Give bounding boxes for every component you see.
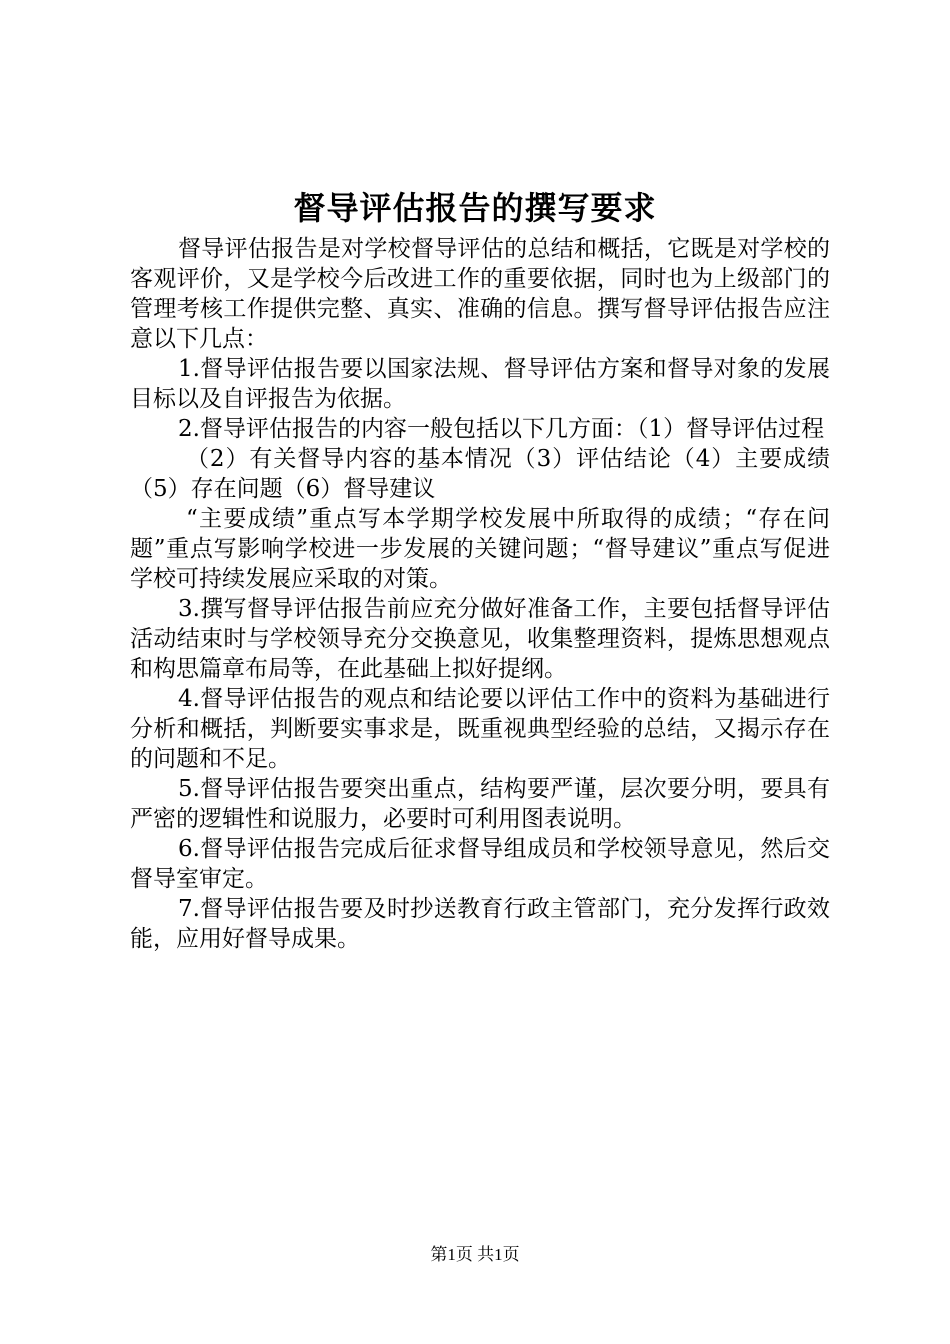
paragraph-item-4: 4.督导评估报告的观点和结论要以评估工作中的资料为基础进行分析和概括，判断要实事求是，既重视典型经验的总结，又揭示存在的问题和不足。 xyxy=(130,686,830,772)
paragraph-item-2-contents: （2）有关督导内容的基本情况（3）评估结论（4）主要成绩（5）存在问题（6）督导建议 xyxy=(130,446,830,502)
paragraph-intro: 督导评估报告是对学校督导评估的总结和概括，它既是对学校的客观评价，又是学校今后改进工作的重要依据，同时也为上级部门的管理考核工作提供完整、真实、准确的信息。撰写督导评估报告应注意以下几点： xyxy=(130,236,830,352)
document-title: 督导评估报告的撰写要求 xyxy=(293,189,657,227)
paragraph-item-1: 1.督导评估报告要以国家法规、督导评估方案和督导对象的发展目标以及自评报告为依据。 xyxy=(130,356,830,412)
paragraph-item-2: 2.督导评估报告的内容一般包括以下几方面：（1）督导评估过程 xyxy=(178,416,825,442)
paragraph-item-6: 6.督导评估报告完成后征求督导组成员和学校领导意见，然后交督导室审定。 xyxy=(130,836,830,892)
paragraph-item-3: 3.撰写督导评估报告前应充分做好准备工作，主要包括督导评估活动结束时与学校领导充分交换意见，收集整理资料，提炼思想观点和构思篇章布局等，在此基础上拟好提纲。 xyxy=(130,596,830,682)
paragraph-item-7: 7.督导评估报告要及时抄送教育行政主管部门，充分发挥行政效能，应用好督导成果。 xyxy=(130,896,830,952)
paragraph-item-5: 5.督导评估报告要突出重点，结构要严谨，层次要分明，要具有严密的逻辑性和说服力，必要时可利用图表说明。 xyxy=(130,776,830,832)
document-body xyxy=(130,234,830,954)
page-footer: 第1页 共1页 xyxy=(430,1245,520,1264)
paragraph-item-2-notes: “主要成绩”重点写本学期学校发展中所取得的成绩；“存在问题”重点写影响学校进一步发展的关键问题；“督导建议”重点写促进学校可持续发展应采取的对策。 xyxy=(130,506,830,592)
